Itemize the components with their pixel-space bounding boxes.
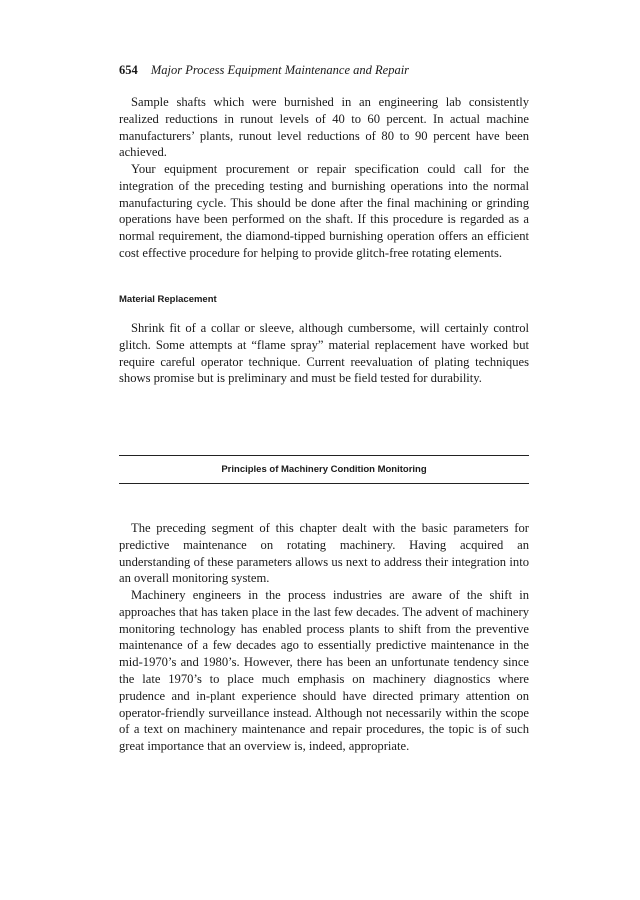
- paragraph-material-replacement: Shrink fit of a collar or sleeve, although cumbersome, will certainly control glitch. Some attempts at “flame spray” material replacement have worked but require careful operator technique. Current reevaluation of plating techniques shows promise but is preliminary and must be field tested for durability.: [119, 321, 529, 386]
- paragraph-machinery-engineers: Machinery engineers in the process industries are aware of the shift in approaches that has taken place in the last few decades. The advent of machinery monitoring technology has enabled process plants to shift from the preventive maintenance of a few decades ago to essentially predictive maintenance in the mid-1970’s and 1980’s. However, there has been an unfortunate tendency since the late 1970’s to place much emphasis on machinery diagnostics where prudence and in-plant experience should have directed primary attention on operator-friendly surveillance instead. Although not necessarily within the scope of a text on machinery maintenance and repair procedures, the topic is of such great importance that an overview is, indeed, appropriate.: [119, 588, 529, 754]
- paragraph-preceding-segment: The preceding segment of this chapter dealt with the basic parameters for predictive maintenance on rotating machinery. Having acquired an understanding of these parameters allows us next to address their integration into an overall monitoring system.: [119, 521, 529, 586]
- running-title: Major Process Equipment Maintenance and Repair: [150, 63, 410, 77]
- paragraph-burnishing-results: Sample shafts which were burnished in an engineering lab consistently realized reductions in runout levels of 40 to 60 percent. In actual machine manufacturers’ plants, runout level reductions of 80 to 90 percent have been achieved.: [119, 95, 529, 160]
- section-heading-condition-monitoring: Principles of Machinery Condition Monitoring: [119, 455, 529, 484]
- page-number: 654: [119, 63, 138, 77]
- paragraph-procurement-specification: Your equipment procurement or repair specification could call for the integration of the preceding testing and burnishing operations into the normal manufacturing cycle. This should be done after the final machining or grinding operations have been performed on the shaft. If this procedure is regarded as a normal requirement, the diamond-tipped burnishing operation offers an efficient cost effective procedure for helping to provide glitch-free rotating elements.: [119, 162, 529, 260]
- page-header: [119, 63, 409, 78]
- section-heading-material-replacement: Material Replacement: [119, 294, 217, 305]
